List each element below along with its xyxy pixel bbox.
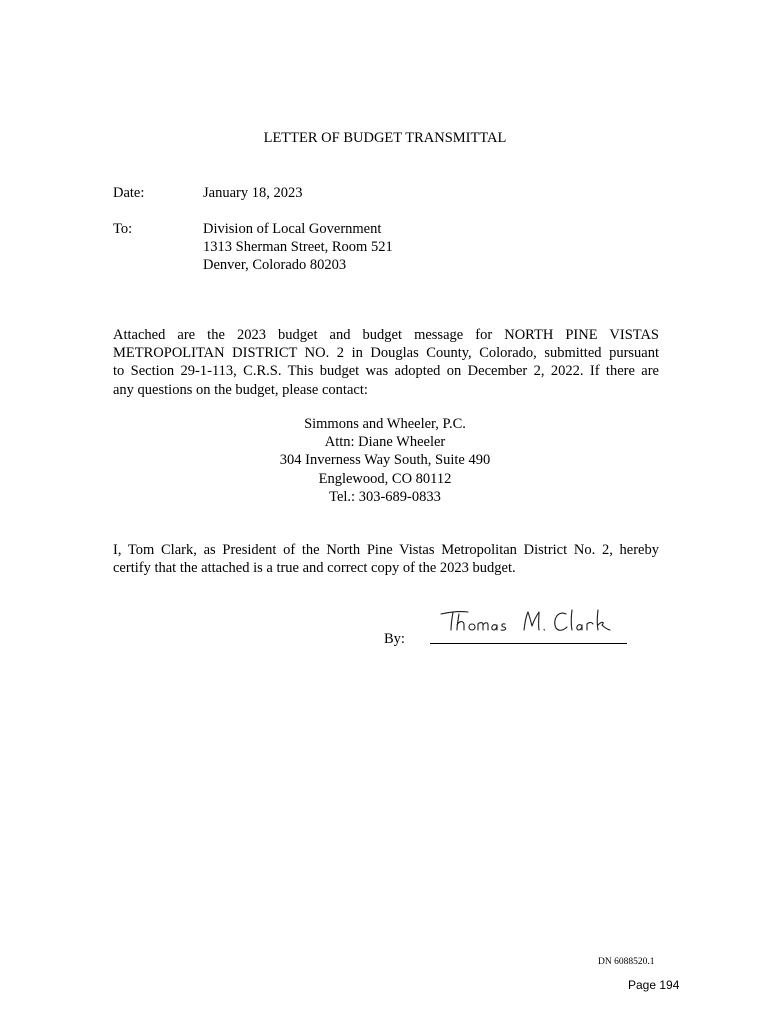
signature-line xyxy=(430,643,627,644)
paragraph-line: Attached are the 2023 budget and budget message for NORTH PINE VISTAS xyxy=(113,327,659,343)
document-number: DN 6088520.1 xyxy=(598,957,655,967)
paragraph-line: I, Tom Clark, as President of the North Pine Vistas Metropolitan District No. 2, hereby xyxy=(113,542,659,558)
handwritten-signature xyxy=(438,600,628,640)
paragraph-line: any questions on the budget, please contact: xyxy=(113,381,368,398)
paragraph-line: certify that the attached is a true and correct copy of the 2023 budget. xyxy=(113,560,516,577)
contact-line: Englewood, CO 80112 xyxy=(318,470,452,487)
certification-paragraph xyxy=(113,541,659,577)
contact-block xyxy=(0,415,770,506)
page-number: Page 194 xyxy=(628,978,680,992)
document-title: LETTER OF BUDGET TRANSMITTAL xyxy=(263,130,507,146)
by-label: By: xyxy=(384,631,405,647)
to-address-line: Division of Local Government xyxy=(203,221,382,237)
contact-line: Simmons and Wheeler, P.C. xyxy=(304,416,466,432)
to-address-line: 1313 Sherman Street, Room 521 xyxy=(203,239,393,255)
contact-line: Attn: Diane Wheeler xyxy=(324,434,446,451)
to-address-line: Denver, Colorado 80203 xyxy=(203,257,347,273)
to-label: To: xyxy=(113,221,133,237)
to-address xyxy=(203,220,393,274)
date-value: January 18, 2023 xyxy=(203,185,303,201)
date-label: Date: xyxy=(113,185,145,201)
paragraph-line: to Section 29-1-113, C.R.S. This budget was adopted on December 2, 2022. If there are xyxy=(113,363,659,380)
transmittal-paragraph xyxy=(113,326,659,399)
paragraph-line: METROPOLITAN DISTRICT NO. 2 in Douglas County, Colorado, submitted pursuant xyxy=(113,345,659,362)
contact-line: 304 Inverness Way South, Suite 490 xyxy=(279,452,491,469)
contact-line: Tel.: 303-689-0833 xyxy=(329,488,441,505)
